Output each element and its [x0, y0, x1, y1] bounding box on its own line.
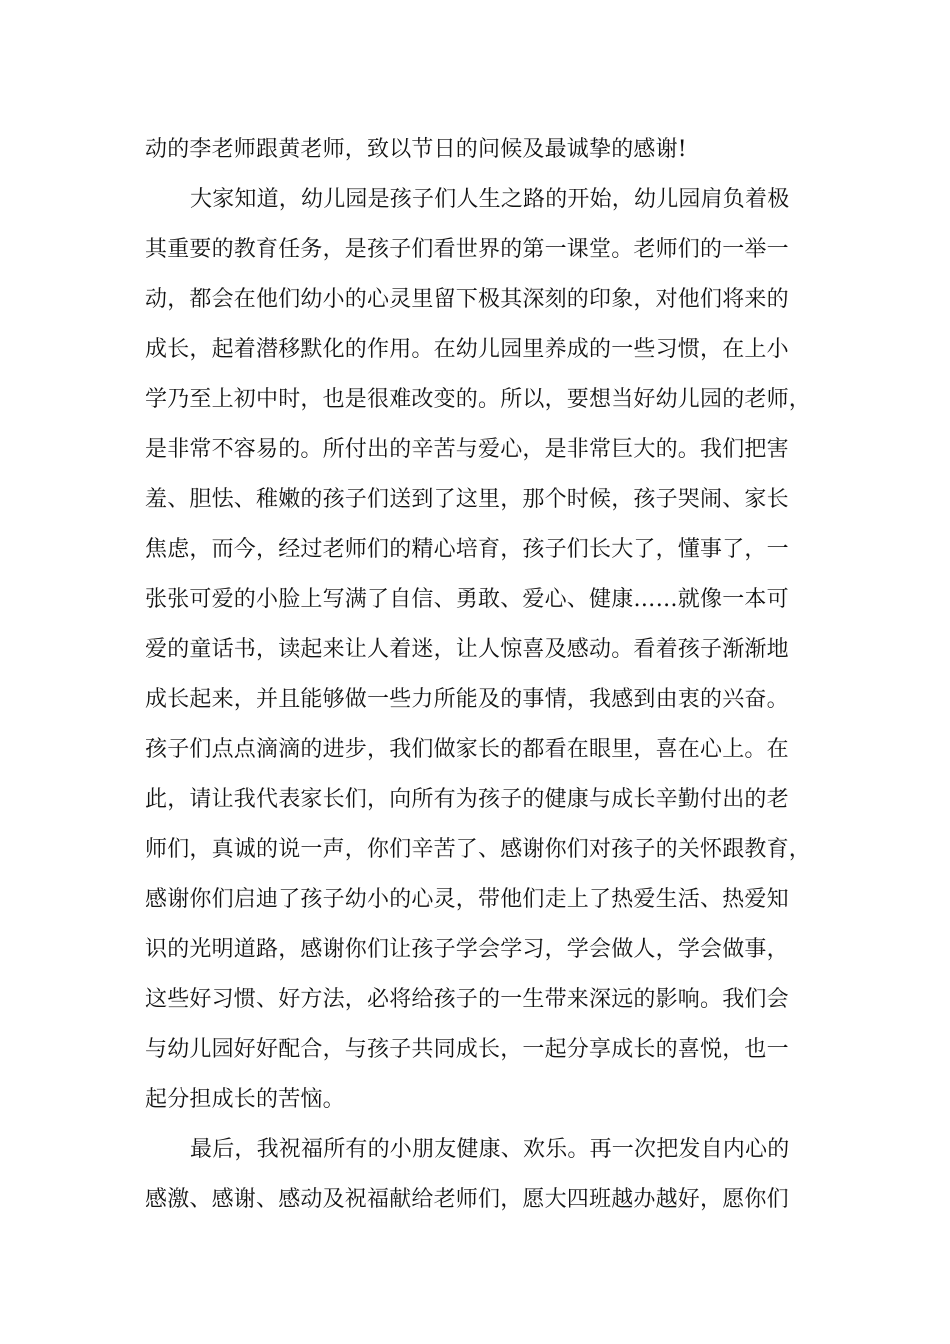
text-line: 张张可爱的小脸上写满了自信、勇敢、爱心、健康……就像一本可 — [145, 587, 789, 612]
text-line: 其重要的教育任务，是孩子们看世界的第一课堂。老师们的一举一 — [145, 237, 789, 262]
text-line: 爱的童话书，读起来让人着迷，让人惊喜及感动。看着孩子渐渐地 — [145, 637, 789, 662]
text-line: 起分担成长的苦恼。 — [145, 1087, 345, 1112]
text-line: 与幼儿园好好配合，与孩子共同成长，一起分享成长的喜悦，也一 — [145, 1037, 789, 1062]
text-line: 动的李老师跟黄老师，致以节日的问候及最诚挚的感谢! — [145, 137, 687, 162]
text-line: 感激、感谢、感动及祝福献给老师们，愿大四班越办越好，愿你们 — [145, 1187, 789, 1212]
text-line: 动，都会在他们幼小的心灵里留下极其深刻的印象，对他们将来的 — [145, 287, 789, 312]
text-line: 最后，我祝福所有的小朋友健康、欢乐。再一次把发自内心的 — [190, 1137, 790, 1162]
text-line: 大家知道，幼儿园是孩子们人生之路的开始，幼儿园肩负着极 — [190, 187, 790, 212]
text-line: 师们，真诚的说一声，你们辛苦了、感谢你们对孩子的关怀跟教育， — [145, 837, 812, 862]
text-line: 孩子们点点滴滴的进步，我们做家长的都看在眼里，喜在心上。在 — [145, 737, 789, 762]
text-line: 这些好习惯、好方法，必将给孩子的一生带来深远的影响。我们会 — [145, 987, 789, 1012]
text-line: 此，请让我代表家长们，向所有为孩子的健康与成长辛勤付出的老 — [145, 787, 789, 812]
text-line: 感谢你们启迪了孩子幼小的心灵，带他们走上了热爱生活、热爱知 — [145, 887, 789, 912]
text-line: 焦虑，而今，经过老师们的精心培育，孩子们长大了，懂事了，一 — [145, 537, 789, 562]
text-line: 识的光明道路，感谢你们让孩子学会学习，学会做人，学会做事， — [145, 937, 789, 962]
text-line: 成长，起着潜移默化的作用。在幼儿园里养成的一些习惯，在上小 — [145, 337, 789, 362]
text-line: 羞、胆怯、稚嫩的孩子们送到了这里，那个时候，孩子哭闹、家长 — [145, 487, 789, 512]
text-line: 学乃至上初中时，也是很难改变的。所以，要想当好幼儿园的老师， — [145, 387, 812, 412]
text-line: 成长起来，并且能够做一些力所能及的事情，我感到由衷的兴奋。 — [145, 687, 789, 712]
text-line: 是非常不容易的。所付出的辛苦与爱心，是非常巨大的。我们把害 — [145, 437, 789, 462]
